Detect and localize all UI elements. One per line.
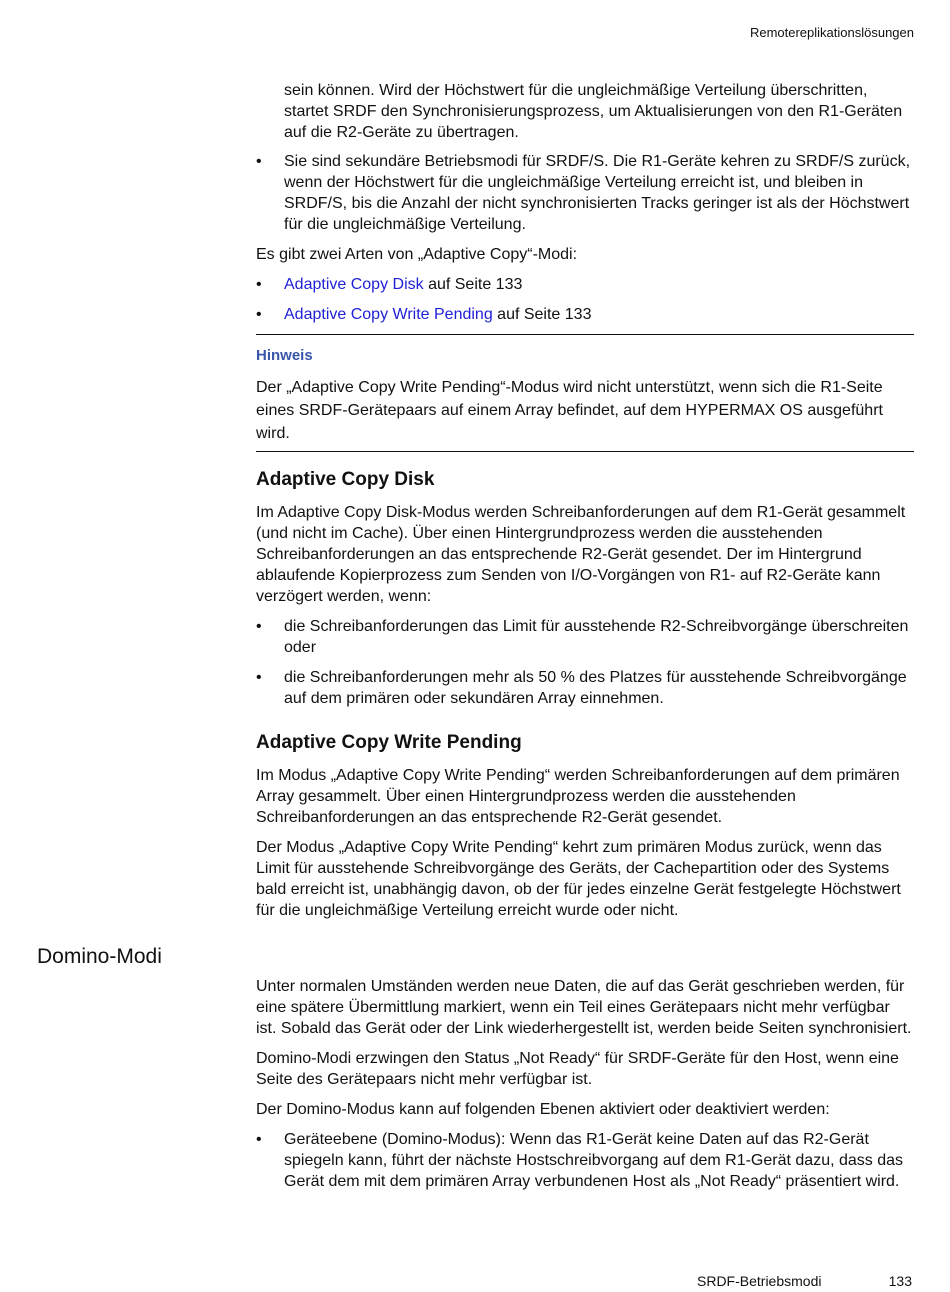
list-item [256,274,914,295]
domino-level-list [256,1129,914,1192]
section-heading-adaptive-copy-write-pending: Adaptive Copy Write Pending [256,732,522,753]
link-adaptive-copy-write-pending[interactable]: Adaptive Copy Write Pending [284,306,493,323]
bullet-icon: • [256,153,262,170]
section-heading-adaptive-copy-disk: Adaptive Copy Disk [256,469,435,490]
running-head: Remotereplikationslösungen [749,25,914,40]
list-item [256,616,914,658]
domino-paragraph-3: Der Domino-Modus kann auf folgenden Ebenen aktiviert oder deaktiviert werden: [256,1101,830,1118]
write-pending-paragraph-2: Der Modus „Adaptive Copy Write Pending“ kehrt zum primären Modus zurück, wenn das Limit für ausstehende Schreibvorgänge des Geräts, der Cachepartition oder des Systems bald erreicht ist, unabhängig davon, ob der für jedes einzelne Gerät festgelegte Höchstwert für die ungleichmäßige Verteilung erreicht wurde oder nicht. [256,839,901,919]
footer-page-number: 133 [888,1273,912,1289]
bullet-icon: • [256,276,262,293]
list-item [256,667,914,709]
domino-paragraph-1: Unter normalen Umständen werden neue Daten, die auf das Gerät geschrieben werden, für eine spätere Übermittlung markiert, wenn ein Teil eines Gerätepaars nicht mehr verfügbar ist. Sobald das Gerät oder der Link wiederhergestellt ist, werden beide Seiten synchronisiert. [256,978,912,1037]
write-pending-paragraph-1: Im Modus „Adaptive Copy Write Pending“ werden Schreibanforderungen auf dem primären Array gesammelt. Über einen Hintergrundprozess werden die ausstehenden Schreibanforderungen an das entsprechende R2-Gerät gesendet. [256,767,900,826]
domino-paragraph-2: Domino-Modi erzwingen den Status „Not Ready“ für SRDF-Geräte für den Host, wenn eine Seite des Gerätepaars nicht mehr verfügbar ist. [256,1050,899,1088]
list-item [256,304,914,325]
adaptive-copy-disk-paragraph: Im Adaptive Copy Disk-Modus werden Schreibanforderungen auf dem R1-Gerät gesammelt (und nicht im Cache). Über einen Hintergrundprozess werden die ausstehenden Schreibanforderungen an das entsprechende R2-Gerät gesendet. Der im Hintergrund ablaufende Kopierprozess zum Senden von I/O-Vorgängen von R1- auf R2-Geräte kann verzögert werden, wenn: [256,504,906,605]
domino-content [256,976,914,1201]
note-box [256,334,914,452]
list-item-text: Sie sind sekundäre Betriebsmodi für SRDF/S. Die R1-Geräte kehren zu SRDF/S zurück, wenn der Höchstwert für die ungleichmäßige Verteilung erreicht ist, und bleiben in SRDF/S, bis die Anzahl der nicht synchronisierten Tracks geringer ist als der Höchstwert für die ungleichmäßige Verteilung. [284,153,911,233]
main-content [256,80,914,930]
side-heading-domino-modes: Domino-Modi [37,945,162,968]
page-reference: auf Seite 133 [423,276,523,293]
list-item-text: Geräteebene (Domino-Modus): Wenn das R1-Gerät keine Daten auf das R2-Gerät spiegeln kann, führt der nächste Hostschreibvorgang auf dem R1-Gerät dazu, dass das Gerät dem mit dem primären Array verbundenen Host als „Not Ready“ präsentiert wird. [284,1131,904,1190]
modes-intro-paragraph: Es gibt zwei Arten von „Adaptive Copy“-Modi: [256,246,578,263]
list-item-text: die Schreibanforderungen mehr als 50 % des Platzes für ausstehende Schreibvorgänge auf dem primären oder sekundären Array einnehmen. [284,669,907,707]
note-text: Der „Adaptive Copy Write Pending“-Modus wird nicht unterstützt, wenn sich die R1-Seite eines SRDF-Gerätepaars auf einem Array befindet, auf dem HYPERMAX OS ausgeführt wird. [256,379,883,442]
footer-section-title: SRDF-Betriebsmodi [697,1273,822,1289]
list-item [256,1129,914,1192]
bullet-icon: • [256,618,262,635]
secondary-mode-list [256,151,914,235]
continued-paragraph: sein können. Wird der Höchstwert für die ungleichmäßige Verteilung überschritten, startet SRDF den Synchronisierungsprozess, um Aktualisierungen von den R1-Geräten auf die R2-Geräte zu übertragen. [284,82,903,141]
bullet-icon: • [256,1131,262,1148]
bullet-icon: • [256,306,262,323]
list-item-text: die Schreibanforderungen das Limit für ausstehende R2-Schreibvorgänge überschreiten oder [284,618,909,656]
page-reference: auf Seite 133 [492,306,592,323]
link-adaptive-copy-disk[interactable]: Adaptive Copy Disk [284,276,424,293]
list-item [256,151,914,235]
mode-links-list [256,274,914,325]
bullet-icon: • [256,669,262,686]
note-title: Hinweis [256,347,313,364]
adaptive-copy-disk-list [256,616,914,709]
